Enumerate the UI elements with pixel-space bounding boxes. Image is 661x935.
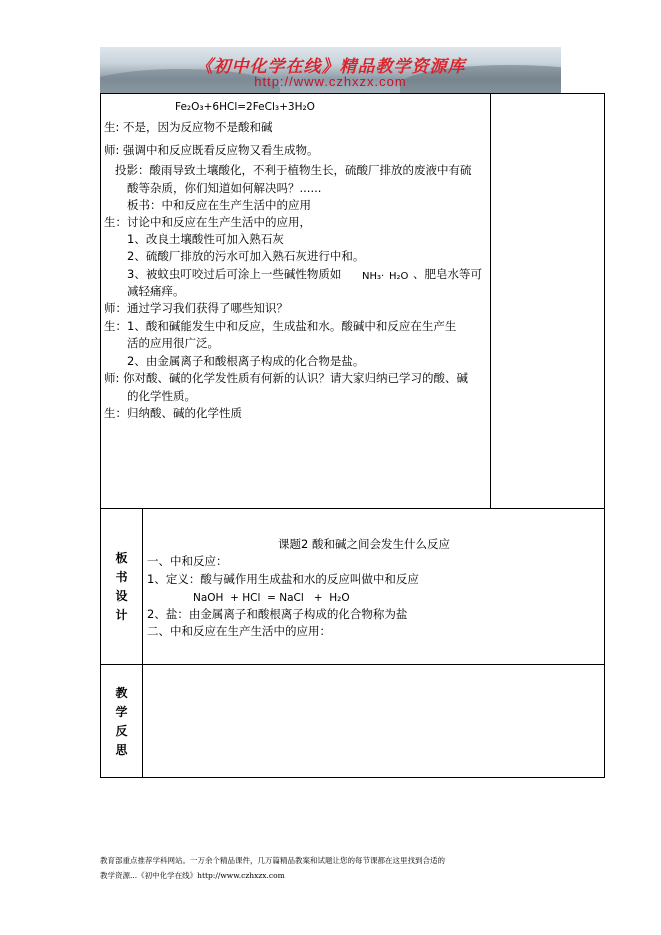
text-line: 师: 强调中和反应既看反应物又看生成物。 xyxy=(104,143,319,157)
board-equation: NaOH + HCl = NaCl + H₂O xyxy=(193,592,350,604)
text-line: 板书：中和反应在生产生活中的应用 xyxy=(127,198,311,212)
label-char: 教 xyxy=(115,686,128,700)
label-column-divider xyxy=(142,508,143,778)
banner-title: 《初中化学在线》精品教学资源库 xyxy=(195,57,466,77)
upper-column-divider xyxy=(490,93,491,508)
text-line: 生: 不是，因为反应物不是酸和碱 xyxy=(104,120,273,134)
reflection-label xyxy=(101,684,142,760)
label-char: 书 xyxy=(115,570,128,584)
text-line: 的化学性质。 xyxy=(127,389,196,403)
text-line: 2、由金属离子和酸根离子构成的化合物是盐。 xyxy=(127,354,365,368)
table-border-right xyxy=(604,93,605,778)
text-line: 生：归纳酸、碱的化学性质 xyxy=(104,406,242,420)
board-line: 一、中和反应： xyxy=(147,554,228,568)
label-char: 反 xyxy=(115,724,128,738)
table-border-left xyxy=(100,93,101,778)
text-line: 生：1、酸和碱能发生中和反应，生成盐和水。酸碱中和反应在生产生 xyxy=(104,319,457,333)
text-line: 酸等杂质，你们知道如何解决吗？...... xyxy=(127,181,322,195)
row-divider-2 xyxy=(100,664,605,665)
table-border-top xyxy=(100,93,605,94)
formula-nh3: NH₃· xyxy=(362,271,385,282)
row-divider-1 xyxy=(100,508,605,509)
label-char: 思 xyxy=(115,743,128,757)
board-title: 课题2 酸和碱之间会发生什么反应 xyxy=(278,537,450,551)
board-design-label xyxy=(101,549,142,625)
text-line: 2、硫酸厂排放的污水可加入熟石灰进行中和。 xyxy=(127,249,365,263)
text-line: 1、改良土壤酸性可加入熟石灰 xyxy=(127,232,284,246)
footer-line-2: 教学资源...《初中化学在线》http://www.czhxzx.com xyxy=(100,871,285,880)
board-line: 二、中和反应在生产生活中的应用： xyxy=(147,624,331,638)
text-line: 投影：酸雨导致土壤酸化，不利于植物生长，硫酸厂排放的废液中有硫 xyxy=(115,163,472,177)
label-char: 学 xyxy=(115,705,128,719)
label-char: 板 xyxy=(115,551,128,565)
formula-h2o: H₂O xyxy=(389,271,409,282)
text-line: 生：讨论中和反应在生产生活中的应用， xyxy=(104,215,311,229)
label-char: 计 xyxy=(115,608,128,622)
footer-line-1: 教育部重点推荐学科网站。一万余个精品课件，几万篇精品教案和试题让您的每节课都在这里找到合适的 xyxy=(100,856,445,865)
text-line: 、肥皂水等可 xyxy=(413,267,482,281)
banner-url[interactable]: http://www.czhxzx.com xyxy=(254,74,407,89)
text-line: 活的应用很广泛。 xyxy=(127,336,219,350)
text-line: 师: 你对酸、碱的化学发性质有何新的认识？请大家归纳已学习的酸、碱 xyxy=(104,371,469,385)
table-border-bottom xyxy=(100,777,605,778)
equation-fe2o3-hcl: Fe₂O₃+6HCl=2FeCl₃+3H₂O xyxy=(175,101,315,113)
label-char: 设 xyxy=(115,589,128,603)
text-line: 师：通过学习我们获得了哪些知识？ xyxy=(104,301,288,315)
text-line: 3、被蚊虫叮咬过后可涂上一些碱性物质如 xyxy=(127,267,342,281)
header-banner xyxy=(100,47,561,93)
board-line: 2、盐：由金属离子和酸根离子构成的化合物称为盐 xyxy=(147,607,408,621)
text-line: 减轻痛痒。 xyxy=(127,284,185,298)
board-line: 1、定义：酸与碱作用生成盐和水的反应叫做中和反应 xyxy=(147,572,419,586)
